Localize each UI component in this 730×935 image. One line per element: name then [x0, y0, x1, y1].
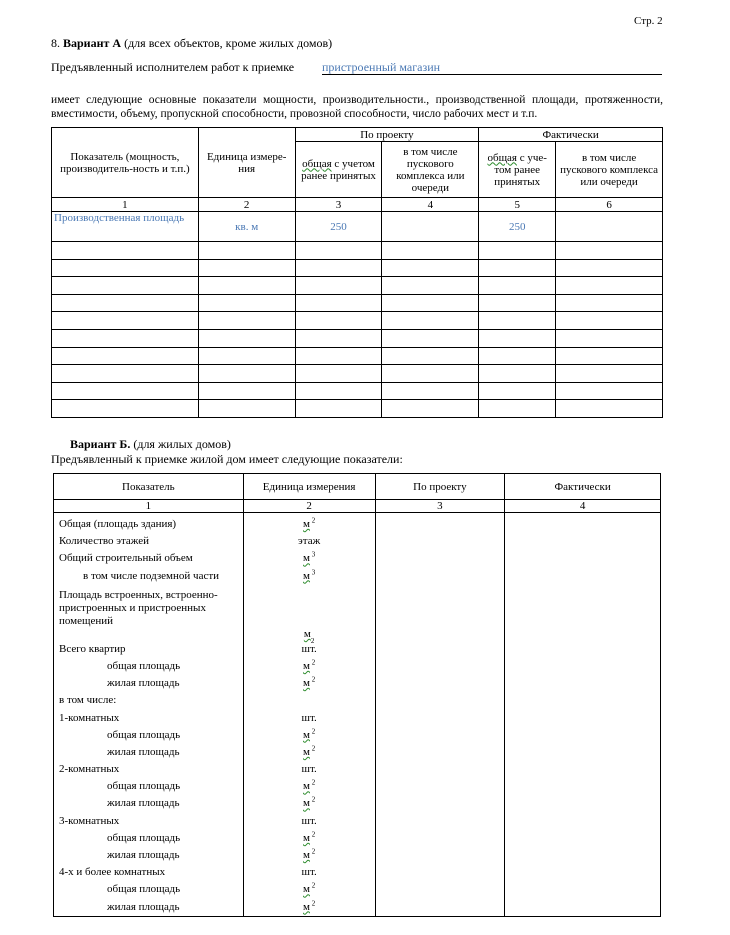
empty-cell[interactable]: [479, 294, 556, 312]
b-labels-column: [54, 513, 244, 917]
empty-cell[interactable]: [198, 382, 295, 400]
empty-cell[interactable]: [52, 365, 199, 383]
table-row: [52, 329, 663, 347]
empty-cell[interactable]: [52, 277, 199, 295]
empty-cell[interactable]: [52, 329, 199, 347]
row-unit: м $^2$: [303, 744, 316, 758]
section-a-title-rest: (для всех объектов, кроме жилых домов): [124, 36, 333, 50]
header-project-total: общая с учетом ранее принятых: [295, 142, 382, 198]
row-label: Количество этажей: [59, 535, 150, 548]
table-variant-b: [53, 473, 661, 917]
empty-cell[interactable]: [52, 312, 199, 330]
empty-cell[interactable]: [295, 242, 382, 260]
row-label: 3-комнатных: [59, 814, 120, 827]
empty-cell[interactable]: [479, 277, 556, 295]
section-a-number: 8.: [51, 36, 60, 50]
row-label: общая площадь: [107, 659, 181, 672]
header-indicator: Показатель (мощность, производитель-ность и т.п.): [52, 128, 199, 198]
col-number: 2: [198, 198, 295, 212]
row-label: общая площадь: [107, 831, 181, 844]
table-row: [52, 294, 663, 312]
col-number: 3: [375, 500, 505, 513]
table-row: [52, 277, 663, 295]
empty-cell[interactable]: [479, 329, 556, 347]
empty-cell[interactable]: [198, 312, 295, 330]
row-label: в том числе подземной части: [83, 569, 220, 582]
empty-cell[interactable]: [382, 347, 479, 365]
empty-cell[interactable]: [382, 277, 479, 295]
empty-cell[interactable]: [479, 312, 556, 330]
empty-cell[interactable]: [52, 400, 199, 418]
header-b-unit: Единица измерения: [243, 474, 375, 500]
row-actual-including[interactable]: [556, 212, 663, 242]
empty-cell[interactable]: [198, 259, 295, 277]
empty-cell[interactable]: [198, 329, 295, 347]
row-unit: м $^3$: [303, 567, 316, 582]
empty-cell[interactable]: [198, 294, 295, 312]
section-b-title: [70, 437, 231, 452]
empty-cell[interactable]: [556, 242, 663, 260]
row-actual-total[interactable]: 250: [479, 212, 556, 242]
empty-cell[interactable]: [52, 242, 199, 260]
table-row: [52, 347, 663, 365]
row-label: жилая площадь: [107, 849, 180, 861]
row-label: Площадь встроенных, встроенно-пристроенных и пристроенных помещений: [59, 588, 218, 627]
empty-cell[interactable]: [556, 294, 663, 312]
presented-value-field[interactable]: [322, 60, 662, 75]
row-unit: шт.: [301, 866, 317, 879]
row-project-total[interactable]: 250: [295, 212, 382, 242]
row-label: общая площадь: [107, 780, 181, 793]
empty-cell[interactable]: [295, 312, 382, 330]
row-unit: м $^2$: [303, 881, 316, 896]
b-units-column: [243, 513, 375, 917]
empty-cell[interactable]: [52, 294, 199, 312]
row-unit: [246, 692, 373, 709]
row-label: общая площадь: [107, 883, 181, 896]
empty-cell[interactable]: [479, 382, 556, 400]
header-b-project: По проекту: [375, 474, 505, 500]
row-indicator[interactable]: Производственная площадь: [52, 212, 199, 242]
row-project-including[interactable]: [382, 212, 479, 242]
row-unit[interactable]: кв. м: [198, 212, 295, 242]
empty-cell[interactable]: [52, 347, 199, 365]
empty-cell[interactable]: [382, 312, 479, 330]
empty-cell[interactable]: [382, 329, 479, 347]
row-unit: м $^2$: [303, 727, 316, 741]
empty-cell[interactable]: [295, 259, 382, 277]
row-unit: шт.: [301, 711, 317, 724]
empty-cell[interactable]: [556, 259, 663, 277]
empty-cell[interactable]: [52, 259, 199, 277]
col-number: 1: [54, 500, 244, 513]
row-label: Общий строительный объем: [59, 552, 193, 565]
empty-cell[interactable]: [295, 347, 382, 365]
empty-cell[interactable]: [198, 365, 295, 383]
presented-value-text: пристроенный магазин: [322, 60, 441, 74]
section-a-title: [51, 36, 332, 51]
row-unit: м $^2$: [303, 675, 316, 690]
row-label: в том числе:: [59, 694, 117, 707]
empty-cell[interactable]: [198, 347, 295, 365]
header-actual: Фактически: [479, 128, 663, 142]
row-unit: шт.: [301, 642, 317, 655]
empty-cell[interactable]: [382, 400, 479, 418]
header-b-actual: Фактически: [505, 474, 661, 500]
table-row: [52, 242, 663, 260]
row-unit: шт.: [301, 763, 317, 776]
empty-cell[interactable]: [295, 382, 382, 400]
empty-cell[interactable]: [295, 365, 382, 383]
header-project-including: в том числе пускового комплекса или очереди: [382, 142, 479, 198]
header-actual-including: в том числе пускового комплекса или очереди: [556, 142, 663, 198]
b-project-column[interactable]: [375, 513, 505, 917]
col-number: 2: [243, 500, 375, 513]
row-unit: м $^2$: [303, 795, 316, 810]
header-by-project: По проекту: [295, 128, 479, 142]
empty-cell[interactable]: [295, 329, 382, 347]
empty-cell[interactable]: [295, 277, 382, 295]
empty-cell[interactable]: [479, 400, 556, 418]
empty-cell[interactable]: [479, 365, 556, 383]
row-label: жилая площадь: [107, 797, 180, 810]
empty-cell[interactable]: [295, 400, 382, 418]
header-b-indicator: Показатель: [54, 474, 244, 500]
table-row: [52, 312, 663, 330]
empty-cell[interactable]: [382, 382, 479, 400]
presented-label: Предъявленный исполнителем работ к приемке: [51, 60, 295, 74]
page-number: Стр. 2: [634, 15, 663, 27]
section-a-intro: имеет следующие основные показатели мощности, производительности., производственной площади, протяженности, вместимости, объему, пропускной способности, провозной способности, число рабочих мест и т.п.: [51, 94, 663, 120]
col-number: 4: [382, 198, 479, 212]
empty-cell[interactable]: [479, 242, 556, 260]
col-number: 6: [556, 198, 663, 212]
table-row: [52, 382, 663, 400]
row-unit: этаж: [298, 535, 321, 548]
row-unit: м $^2$: [303, 516, 316, 530]
section-b-title-bold: Вариант Б.: [70, 437, 131, 451]
col-number: 5: [479, 198, 556, 212]
empty-cell[interactable]: [479, 347, 556, 365]
table-row: [52, 365, 663, 383]
empty-cell[interactable]: [479, 259, 556, 277]
empty-cell[interactable]: [556, 277, 663, 295]
empty-cell[interactable]: [382, 259, 479, 277]
empty-cell[interactable]: [556, 365, 663, 383]
b-actual-column[interactable]: [505, 513, 661, 917]
table-variant-a: [51, 127, 663, 418]
row-label: Общая (площадь здания): [59, 518, 177, 530]
empty-cell[interactable]: [556, 329, 663, 347]
col-number: 3: [295, 198, 382, 212]
section-b-title-rest: (для жилых домов): [133, 437, 231, 451]
row-unit: м $^2$: [303, 847, 316, 861]
empty-cell[interactable]: [556, 347, 663, 365]
row-unit: м $^3$: [303, 550, 316, 565]
empty-cell[interactable]: [198, 400, 295, 418]
row-label: Всего квартир: [59, 642, 126, 655]
header-actual-total: общая с уче-том ранее принятых: [479, 142, 556, 198]
empty-cell[interactable]: [382, 365, 479, 383]
section-a-title-bold: Вариант А: [63, 36, 122, 50]
section-b-subtitle: Предъявленный к приемке жилой дом имеет следующие показатели:: [51, 452, 403, 466]
row-unit: м 2: [303, 627, 315, 645]
empty-cell[interactable]: [382, 242, 479, 260]
col-number: 4: [505, 500, 661, 513]
table-row: [52, 400, 663, 418]
row-label: жилая площадь: [107, 900, 180, 913]
empty-cell[interactable]: [556, 312, 663, 330]
row-unit: м $^2$: [303, 898, 316, 913]
row-label: 2-комнатных: [59, 763, 120, 776]
empty-cell[interactable]: [556, 400, 663, 418]
row-unit: м $^2$: [303, 830, 316, 844]
empty-cell[interactable]: [198, 242, 295, 260]
row-label: общая площадь: [107, 728, 181, 741]
row-label: жилая площадь: [107, 677, 180, 690]
empty-cell[interactable]: [52, 382, 199, 400]
row-label: жилая площадь: [107, 745, 180, 758]
header-unit: Единица измере-ния: [198, 128, 295, 198]
row-label: 4-х и более комнатных: [59, 866, 166, 879]
empty-cell[interactable]: [556, 382, 663, 400]
col-number: 1: [52, 198, 199, 212]
empty-cell[interactable]: [198, 277, 295, 295]
empty-cell[interactable]: [295, 294, 382, 312]
row-label: 1-комнатных: [59, 711, 120, 724]
table-row: [52, 259, 663, 277]
row-unit: м $^2$: [303, 658, 316, 672]
empty-cell[interactable]: [382, 294, 479, 312]
row-unit: м $^2$: [303, 778, 316, 793]
row-unit: шт.: [301, 814, 317, 827]
